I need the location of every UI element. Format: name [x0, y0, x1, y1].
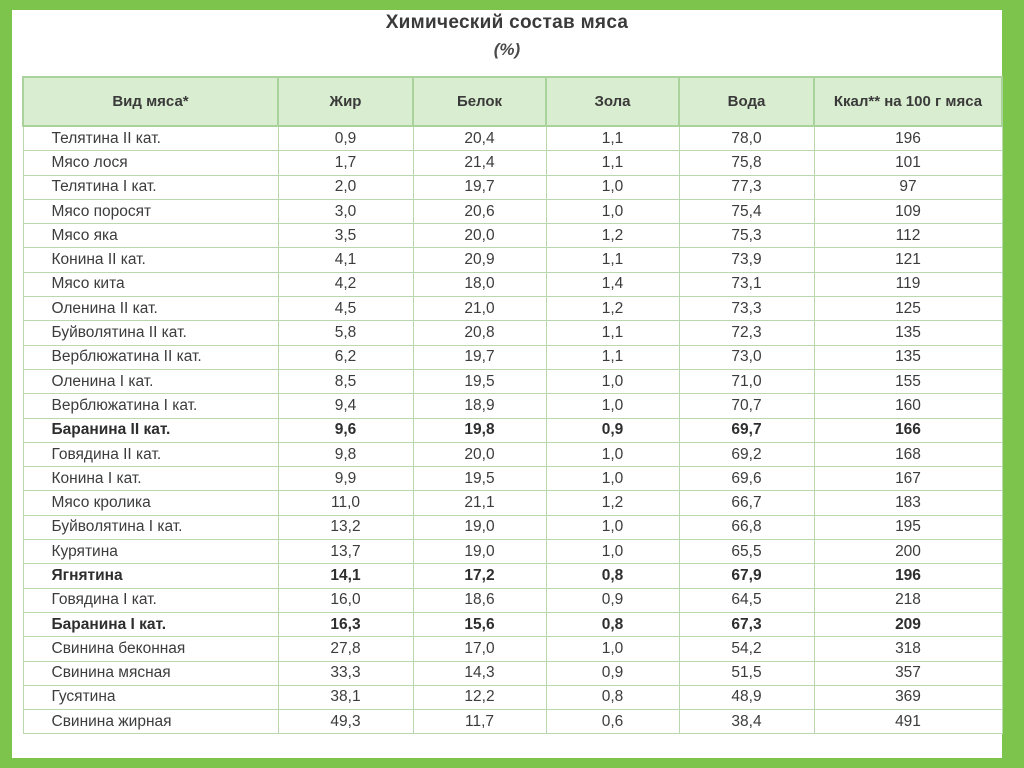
cell-protein: 18,6	[413, 588, 546, 612]
cell-fat: 27,8	[278, 637, 413, 661]
cell-water: 75,4	[679, 199, 814, 223]
cell-meat-type: Курятина	[23, 540, 278, 564]
table-row	[23, 661, 1002, 685]
cell-meat-type: Свинина мясная	[23, 661, 278, 685]
cell-meat-type: Баранина I кат.	[23, 612, 278, 636]
cell-ash: 1,1	[546, 248, 679, 272]
cell-protein: 19,7	[413, 345, 546, 369]
cell-water: 73,1	[679, 272, 814, 296]
cell-protein: 19,7	[413, 175, 546, 199]
cell-fat: 16,3	[278, 612, 413, 636]
cell-fat: 8,5	[278, 369, 413, 393]
cell-water: 69,2	[679, 442, 814, 466]
cell-fat: 13,7	[278, 540, 413, 564]
cell-kcal: 209	[814, 612, 1002, 636]
cell-kcal: 112	[814, 224, 1002, 248]
meat-composition-table	[22, 76, 1003, 734]
cell-protein: 19,0	[413, 515, 546, 539]
cell-water: 48,9	[679, 685, 814, 709]
cell-meat-type: Свинина жирная	[23, 710, 278, 734]
cell-ash: 1,0	[546, 540, 679, 564]
cell-meat-type: Мясо лося	[23, 151, 278, 175]
cell-protein: 21,1	[413, 491, 546, 515]
cell-kcal: 183	[814, 491, 1002, 515]
cell-kcal: 491	[814, 710, 1002, 734]
cell-protein: 21,0	[413, 297, 546, 321]
cell-kcal: 125	[814, 297, 1002, 321]
cell-water: 69,7	[679, 418, 814, 442]
cell-meat-type: Телятина I кат.	[23, 175, 278, 199]
cell-meat-type: Конина I кат.	[23, 467, 278, 491]
column-header-ash: Зола	[546, 77, 679, 126]
cell-ash: 0,8	[546, 685, 679, 709]
cell-kcal: 357	[814, 661, 1002, 685]
cell-kcal: 195	[814, 515, 1002, 539]
table-row	[23, 345, 1002, 369]
table-row	[23, 126, 1002, 151]
cell-kcal: 135	[814, 345, 1002, 369]
cell-meat-type: Конина II кат.	[23, 248, 278, 272]
cell-protein: 18,9	[413, 394, 546, 418]
cell-meat-type: Мясо поросят	[23, 199, 278, 223]
cell-kcal: 166	[814, 418, 1002, 442]
cell-ash: 1,2	[546, 491, 679, 515]
cell-meat-type: Оленина I кат.	[23, 369, 278, 393]
cell-water: 64,5	[679, 588, 814, 612]
cell-kcal: 101	[814, 151, 1002, 175]
cell-fat: 9,6	[278, 418, 413, 442]
cell-ash: 1,2	[546, 224, 679, 248]
cell-meat-type: Верблюжатина I кат.	[23, 394, 278, 418]
cell-ash: 1,1	[546, 151, 679, 175]
table-row	[23, 369, 1002, 393]
cell-protein: 12,2	[413, 685, 546, 709]
cell-ash: 1,0	[546, 199, 679, 223]
cell-kcal: 119	[814, 272, 1002, 296]
cell-water: 66,7	[679, 491, 814, 515]
column-header-meat-type: Вид мяса*	[23, 77, 278, 126]
cell-fat: 13,2	[278, 515, 413, 539]
cell-ash: 0,9	[546, 661, 679, 685]
cell-kcal: 97	[814, 175, 1002, 199]
cell-meat-type: Мясо яка	[23, 224, 278, 248]
table-row	[23, 710, 1002, 734]
cell-ash: 1,1	[546, 321, 679, 345]
cell-ash: 1,0	[546, 394, 679, 418]
table-row	[23, 151, 1002, 175]
cell-water: 54,2	[679, 637, 814, 661]
cell-ash: 1,0	[546, 467, 679, 491]
cell-meat-type: Свинина беконная	[23, 637, 278, 661]
table-row	[23, 199, 1002, 223]
cell-fat: 3,5	[278, 224, 413, 248]
cell-fat: 5,8	[278, 321, 413, 345]
table-row	[23, 321, 1002, 345]
cell-protein: 19,0	[413, 540, 546, 564]
cell-ash: 1,0	[546, 637, 679, 661]
cell-fat: 49,3	[278, 710, 413, 734]
cell-meat-type: Оленина II кат.	[23, 297, 278, 321]
cell-meat-type: Говядина I кат.	[23, 588, 278, 612]
column-header-fat: Жир	[278, 77, 413, 126]
cell-ash: 0,9	[546, 418, 679, 442]
table-row	[23, 272, 1002, 296]
cell-meat-type: Верблюжатина II кат.	[23, 345, 278, 369]
cell-fat: 14,1	[278, 564, 413, 588]
column-header-protein: Белок	[413, 77, 546, 126]
cell-fat: 9,8	[278, 442, 413, 466]
table-row	[23, 224, 1002, 248]
cell-ash: 1,0	[546, 442, 679, 466]
cell-kcal: 196	[814, 564, 1002, 588]
cell-fat: 1,7	[278, 151, 413, 175]
table-row	[23, 540, 1002, 564]
cell-protein: 18,0	[413, 272, 546, 296]
cell-kcal: 135	[814, 321, 1002, 345]
table-row	[23, 685, 1002, 709]
cell-kcal: 167	[814, 467, 1002, 491]
cell-protein: 20,4	[413, 126, 546, 151]
table-row	[23, 515, 1002, 539]
cell-kcal: 218	[814, 588, 1002, 612]
cell-water: 78,0	[679, 126, 814, 151]
cell-meat-type: Баранина II кат.	[23, 418, 278, 442]
cell-protein: 17,2	[413, 564, 546, 588]
cell-fat: 16,0	[278, 588, 413, 612]
cell-ash: 1,0	[546, 175, 679, 199]
cell-protein: 19,5	[413, 369, 546, 393]
table-row	[23, 491, 1002, 515]
cell-water: 65,5	[679, 540, 814, 564]
table-row	[23, 588, 1002, 612]
cell-fat: 2,0	[278, 175, 413, 199]
page-title: Химический состав мяса	[385, 12, 629, 33]
cell-protein: 20,0	[413, 224, 546, 248]
cell-protein: 19,8	[413, 418, 546, 442]
table-row	[23, 442, 1002, 466]
cell-water: 75,8	[679, 151, 814, 175]
cell-protein: 20,9	[413, 248, 546, 272]
cell-water: 72,3	[679, 321, 814, 345]
cell-fat: 4,1	[278, 248, 413, 272]
cell-water: 70,7	[679, 394, 814, 418]
cell-meat-type: Буйволятина II кат.	[23, 321, 278, 345]
cell-fat: 4,2	[278, 272, 413, 296]
cell-protein: 21,4	[413, 151, 546, 175]
cell-protein: 20,0	[413, 442, 546, 466]
cell-meat-type: Мясо кита	[23, 272, 278, 296]
column-header-kcal: Ккал** на 100 г мяса	[814, 77, 1002, 126]
page-subtitle: (%)	[493, 40, 521, 59]
cell-meat-type: Буйволятина I кат.	[23, 515, 278, 539]
cell-kcal: 160	[814, 394, 1002, 418]
table-row	[23, 394, 1002, 418]
cell-protein: 15,6	[413, 612, 546, 636]
cell-ash: 1,1	[546, 345, 679, 369]
cell-meat-type: Телятина II кат.	[23, 126, 278, 151]
cell-meat-type: Ягнятина	[23, 564, 278, 588]
cell-protein: 20,8	[413, 321, 546, 345]
column-header-water: Вода	[679, 77, 814, 126]
cell-fat: 3,0	[278, 199, 413, 223]
cell-ash: 1,0	[546, 515, 679, 539]
table-row	[23, 612, 1002, 636]
table-row	[23, 637, 1002, 661]
cell-kcal: 155	[814, 369, 1002, 393]
cell-kcal: 196	[814, 126, 1002, 151]
cell-ash: 1,4	[546, 272, 679, 296]
cell-fat: 33,3	[278, 661, 413, 685]
cell-water: 69,6	[679, 467, 814, 491]
cell-fat: 4,5	[278, 297, 413, 321]
cell-fat: 9,4	[278, 394, 413, 418]
cell-protein: 19,5	[413, 467, 546, 491]
cell-fat: 6,2	[278, 345, 413, 369]
cell-protein: 17,0	[413, 637, 546, 661]
cell-water: 51,5	[679, 661, 814, 685]
table-row	[23, 248, 1002, 272]
cell-protein: 20,6	[413, 199, 546, 223]
cell-water: 75,3	[679, 224, 814, 248]
table-row	[23, 564, 1002, 588]
cell-meat-type: Говядина II кат.	[23, 442, 278, 466]
table-row	[23, 467, 1002, 491]
cell-kcal: 200	[814, 540, 1002, 564]
cell-fat: 0,9	[278, 126, 413, 151]
cell-water: 66,8	[679, 515, 814, 539]
cell-water: 73,9	[679, 248, 814, 272]
cell-water: 77,3	[679, 175, 814, 199]
cell-protein: 14,3	[413, 661, 546, 685]
cell-fat: 9,9	[278, 467, 413, 491]
cell-fat: 11,0	[278, 491, 413, 515]
cell-water: 73,0	[679, 345, 814, 369]
cell-water: 38,4	[679, 710, 814, 734]
cell-ash: 1,0	[546, 369, 679, 393]
cell-water: 73,3	[679, 297, 814, 321]
cell-kcal: 318	[814, 637, 1002, 661]
cell-water: 71,0	[679, 369, 814, 393]
cell-kcal: 369	[814, 685, 1002, 709]
cell-ash: 1,1	[546, 126, 679, 151]
cell-meat-type: Гусятина	[23, 685, 278, 709]
cell-ash: 0,8	[546, 612, 679, 636]
cell-kcal: 121	[814, 248, 1002, 272]
cell-kcal: 168	[814, 442, 1002, 466]
table-row	[23, 297, 1002, 321]
cell-ash: 0,9	[546, 588, 679, 612]
cell-ash: 1,2	[546, 297, 679, 321]
cell-protein: 11,7	[413, 710, 546, 734]
cell-water: 67,3	[679, 612, 814, 636]
cell-ash: 0,6	[546, 710, 679, 734]
cell-ash: 0,8	[546, 564, 679, 588]
content-frame	[12, 10, 1002, 758]
table-row	[23, 175, 1002, 199]
cell-meat-type: Мясо кролика	[23, 491, 278, 515]
table-header-row	[23, 77, 1002, 126]
table-row	[23, 418, 1002, 442]
cell-fat: 38,1	[278, 685, 413, 709]
cell-water: 67,9	[679, 564, 814, 588]
cell-kcal: 109	[814, 199, 1002, 223]
